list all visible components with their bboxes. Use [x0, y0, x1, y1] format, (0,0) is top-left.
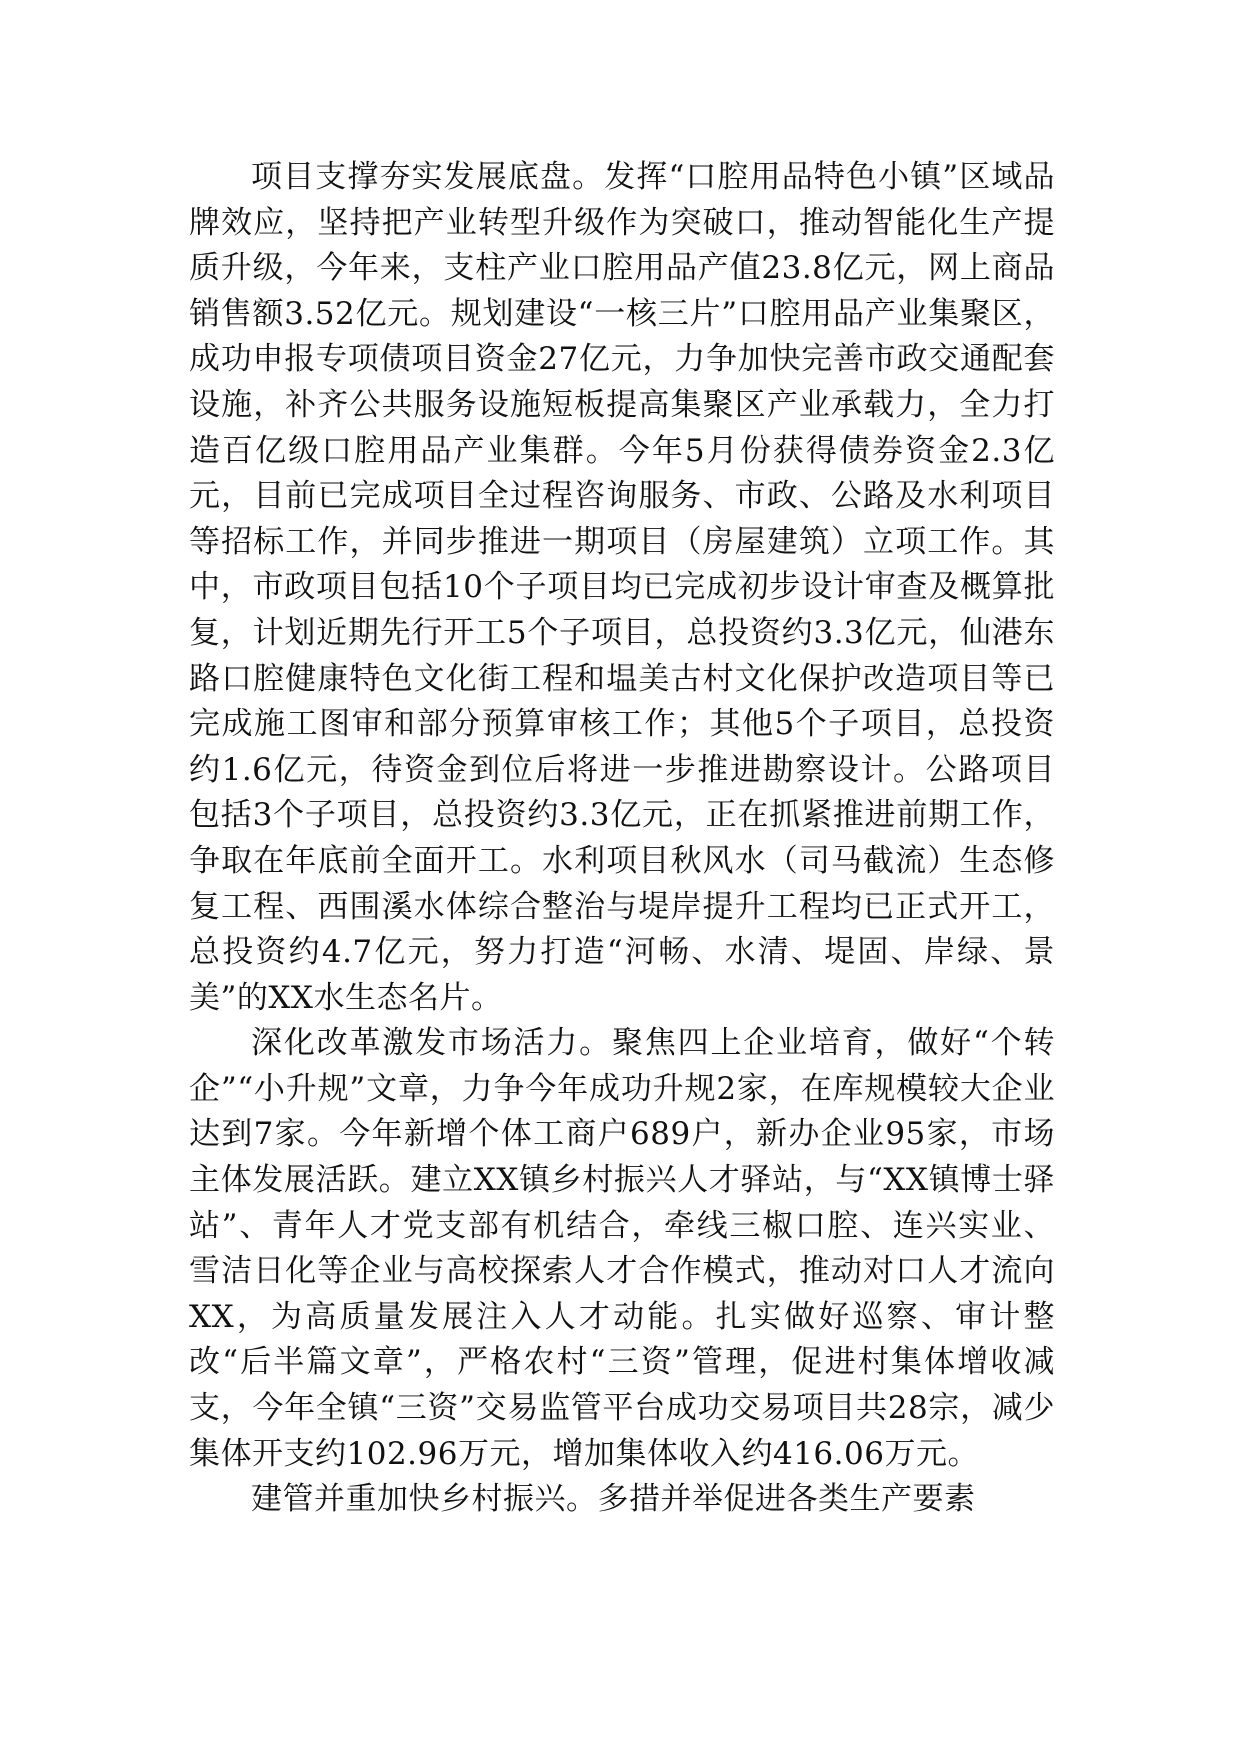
paragraph-project-support: 项目支撑夯实发展底盘。发挥“口腔用品特色小镇”区域品牌效应，坚持把产业转型升级作为突破口，推动智能化生产提质升级，今年来，支柱产业口腔用品产值23.8亿元，网上商品销售额3.52亿元。规划建设“一核三片”口腔用品产业集聚区，成功申报专项债项目资金27亿元，力争加快完善市政交通配套设施，补齐公共服务设施短板提高集聚区产业承载力，全力打造百亿级口腔用品产业集群。今年5月份获得债券资金2.3亿元，目前已完成项目全过程咨询服务、市政、公路及水利项目等招标工作，并同步推进一期项目（房屋建筑）立项工作。其中，市政项目包括10个子项目均已完成初步设计审查及概算批复，计划近期先行开工5个子项目，总投资约3.3亿元，仙港东路口腔健康特色文化街工程和塭美古村文化保护改造项目等已完成施工图审和部分预算审核工作；其他5个子项目，总投资约1.6亿元，待资金到位后将进一步推进勘察设计。公路项目包括3个子项目，总投资约3.3亿元，正在抓紧推进前期工作，争取在年底前全面开工。水利项目秋风水（司马截流）生态修复工程、西围溪水体综合整治与堤岸提升工程均已正式开工，总投资约4.7亿元，努力打造“河畅、水清、堤固、岸绿、景美”的XX水生态名片。 [189, 159, 1055, 1016]
document-body [189, 155, 1055, 1523]
paragraph-rural-revitalization: 建管并重加快乡村振兴。多措并举促进各类生产要素 [251, 1481, 976, 1518]
paragraph-reform-market: 深化改革激发市场活力。聚焦四上企业培育，做好“个转企”“小升规”文章，力争今年成功升规2家，在库规模较大企业达到7家。今年新增个体工商户689户，新办企业95家，市场主体发展活跃。建立XX镇乡村振兴人才驿站，与“XX镇博士驿站”、青年人才党支部有机结合，牵线三椒口腔、连兴实业、雪洁日化等企业与高校探索人才合作模式，推动对口人才流向XX，为高质量发展注入人才动能。扎实做好巡察、审计整改“后半篇文章”，严格农村“三资”管理，促进村集体增收减支，今年全镇“三资”交易监管平台成功交易项目共28宗，减少集体开支约102.96万元，增加集体收入约416.06万元。 [189, 1025, 1055, 1472]
